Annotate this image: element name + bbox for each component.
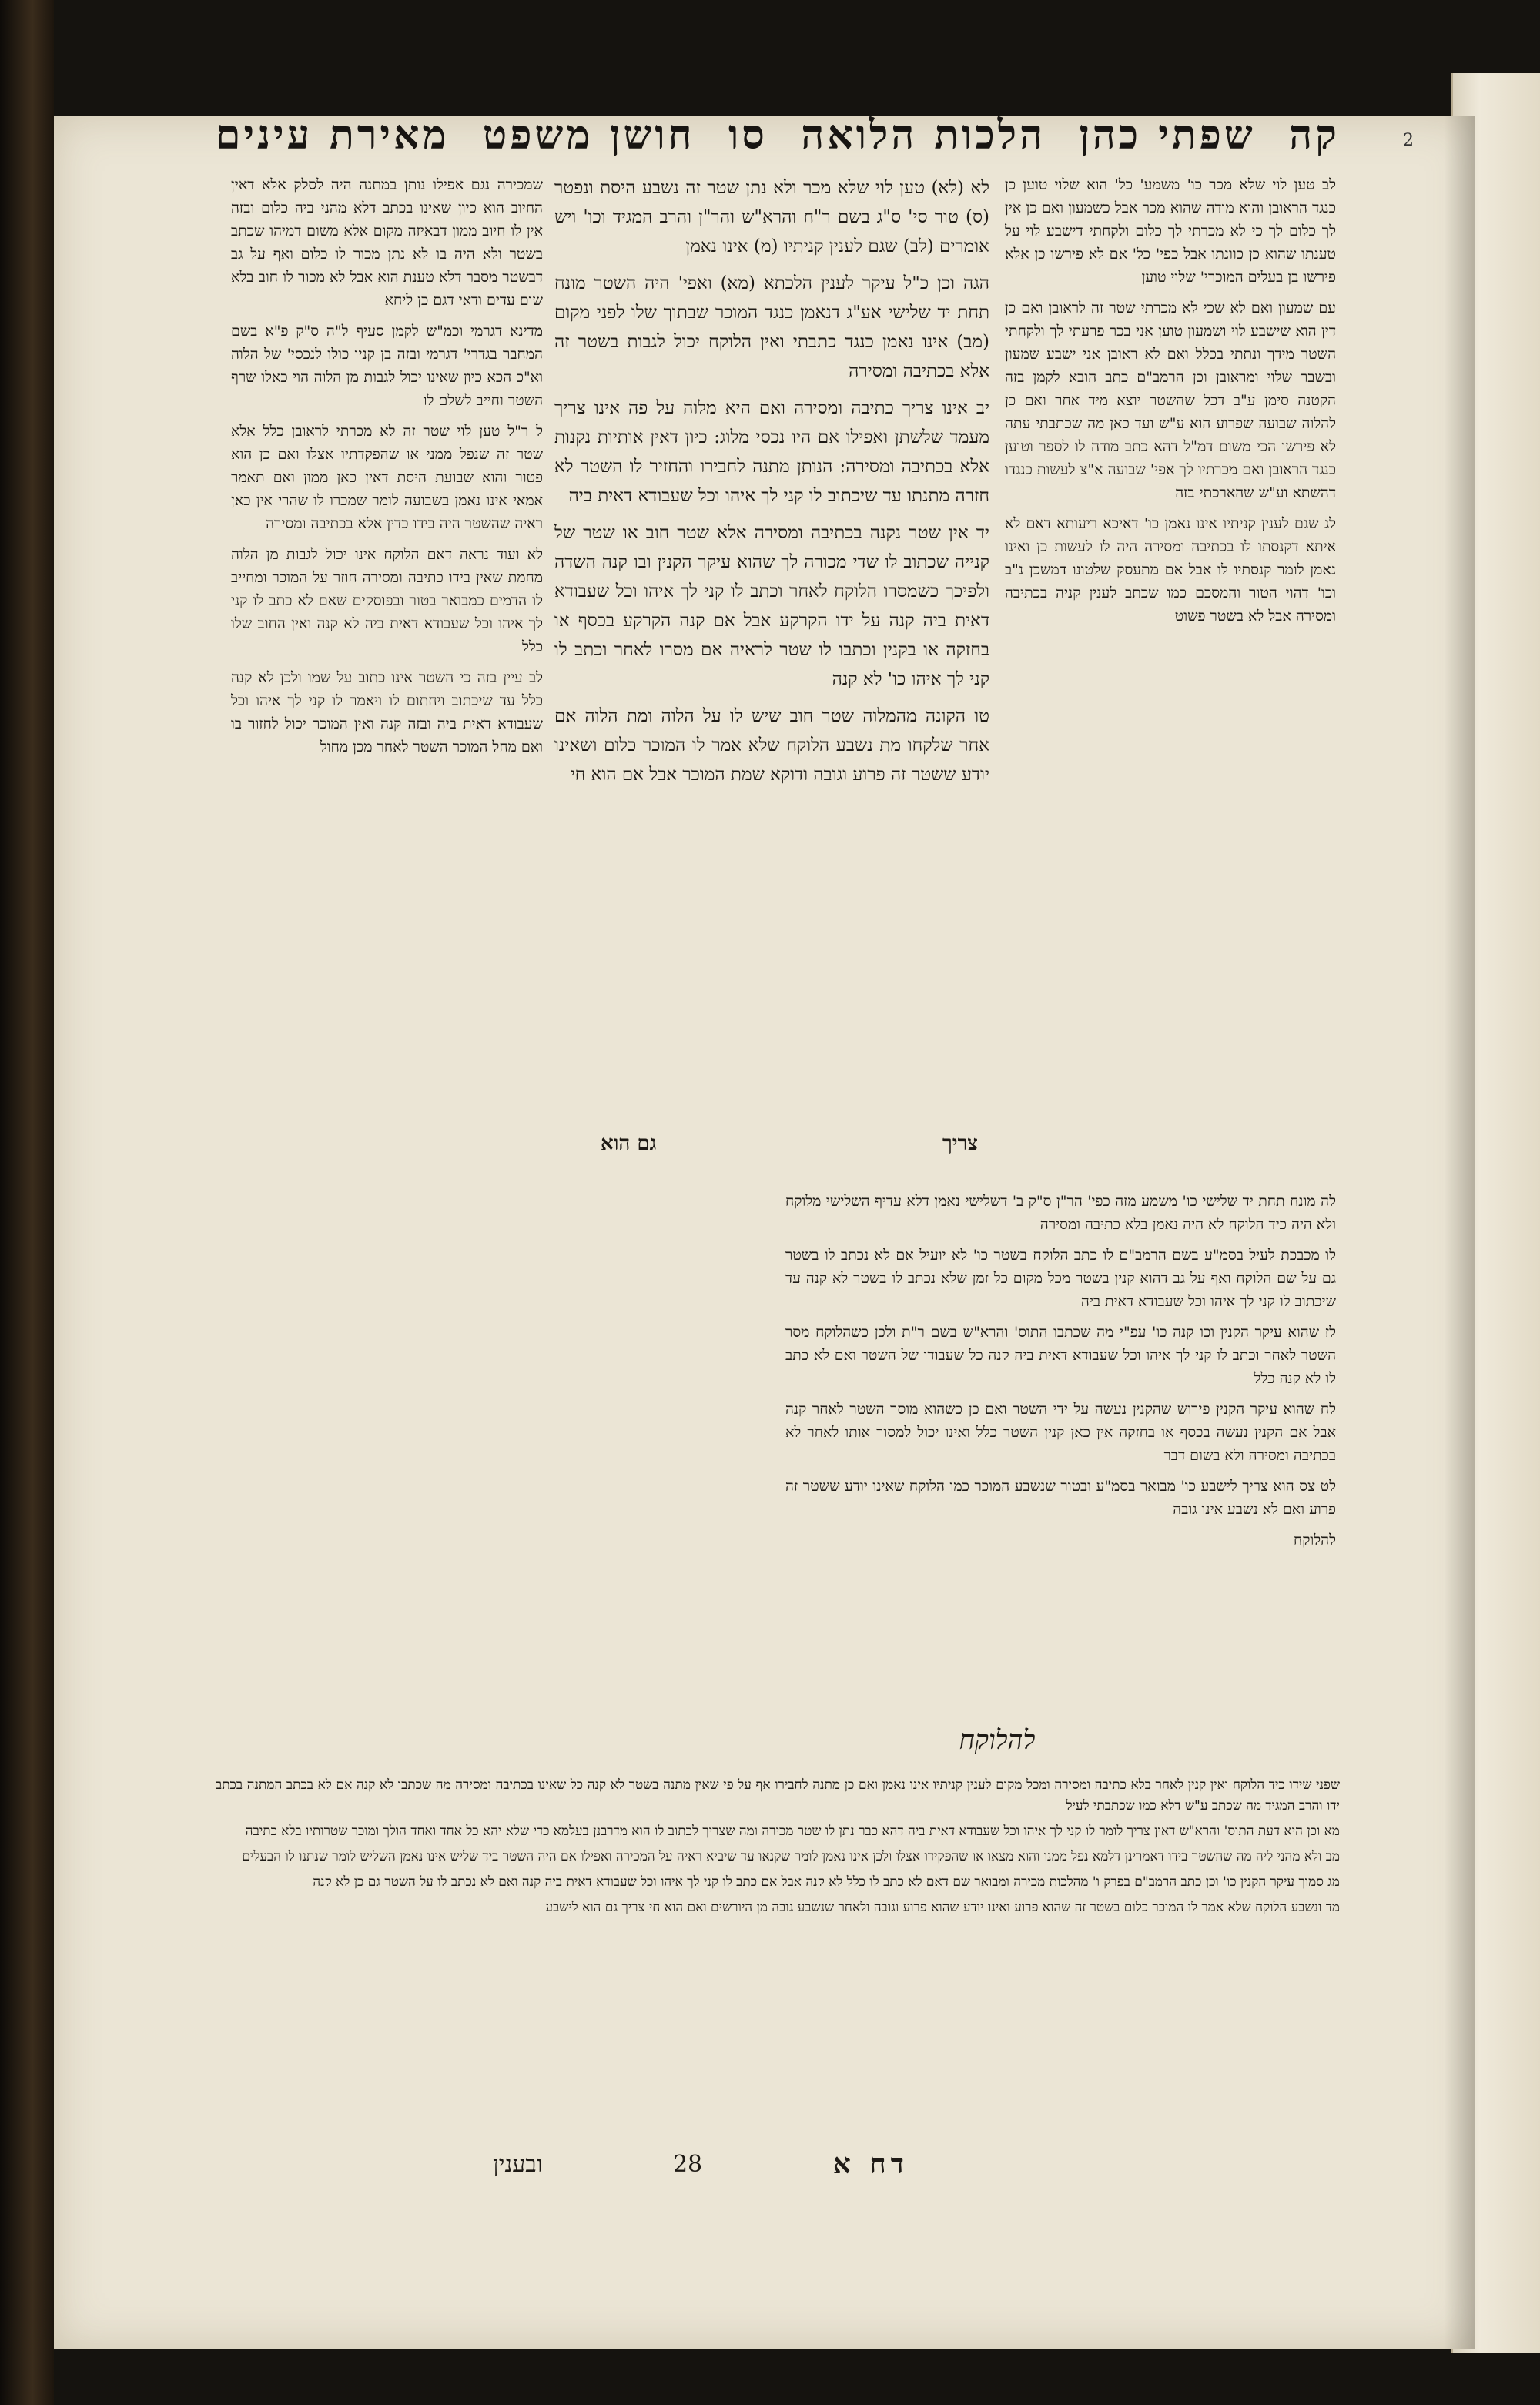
lower-paragraph-end: להלוקח xyxy=(1294,1532,1336,1549)
running-head-item-1: מאירת עינים xyxy=(216,111,450,159)
signature-mark: דח א xyxy=(832,2148,909,2180)
lower-paragraph-2: לו מכבכת לעיל בסמ"ע בשם הרמב"ם לו כתב הלוקח בשטר כו' לא יועיל אם לא נכתב לו בשטר גם על שם הלוקח ואף על גב דהוא קנין בשטר מכל מקום כל זמן שלא נכתב לו בשטר לא קנה עד שיכתוב לו קני לך איהו וכל שעבודא דאית ביה xyxy=(785,1247,1336,1310)
left-commentary-column xyxy=(231,173,543,1698)
main-closing-word-1: צריך xyxy=(942,1132,978,1155)
lower-paragraph-4: לח שהוא עיקר הקנין פירוש שהקנין נעשה על ידי השטר ואם כן כשהוא מוסר השטר לאחר קנה אבל אם הקנין נעשה בכסף או בחזקה אין כאן קנין השטר כלל ואינו יכול למסור אותו לאחר לא בכתיבה ומסירה ולא בשום דבר xyxy=(785,1401,1336,1464)
page-number: 28 xyxy=(672,2150,703,2178)
footnotes-block xyxy=(216,1775,1340,2125)
right-commentary-column xyxy=(1005,173,1336,1182)
catchword-note: להלוקח xyxy=(959,1725,1036,1756)
left-paragraph-4: לא ועוד נראה דאם הלוקח אינו יכול לגבות מן הלוה מחמת שאין בידו כתיבה ומסירה חוזר על המוכר ומחייב לו הדמים כמבואר בטור ובפוסקים שאם לא כתב לו קני לך איהו וכל שעבודא דאית ביה לא קנה ואין החוב שלו כלל xyxy=(231,546,543,655)
catch-word: ובענין xyxy=(493,2150,543,2178)
page-footer xyxy=(493,2141,909,2187)
footnote-1: שפני שידו כיד הלוקח ואין קנין לאחר בלא כתיבה ומסירה ומכל מקום לענין קניתיו אינו נאמן ואם כן מתנה לחבירו אף על פי שאין מתנה בשטר לא קנה כל שאינו בכתיבה ומסירה מה שכתבו לא קנה אם לא בכתב המתנה בכתב ידו והרב המגיד מה שכתב ע"ש דלא כמו שכתבתי לעיל xyxy=(216,1777,1340,1814)
left-paragraph-5: לב עיין בזה כי השטר אינו כתוב על שמו ולכן לא קנה כלל עד שיכתוב ויחתום לו ויאמר לו קני לך איהו וכל שעבודא דאית ביה ובזה קנה ואין המוכר יכול לחזור בו ואם מחל המוכר השטר לאחר מכן מחול xyxy=(231,669,543,755)
main-text-closing xyxy=(601,1120,978,1167)
lower-commentary-column xyxy=(785,1190,1336,1721)
right-paragraph-3: לג שגם לענין קניתיו אינו נאמן כו' דאיכא ריעותא דאם לא איתא דקנסתו לו בכתיבה ומסירה היה לו לעשות כן ואינו נאמן לומר קנסתיו לו אבל אם מתעסק שלטונו דמשכן נ"ב וכו' דהוי הטור והמסכם כמו שכתב לענין קניה בכתיבה ומסירה אבל לא בשטר פשוט xyxy=(1005,515,1336,625)
lower-paragraph-1: לה מונח תחת יד שלישי כו' משמע מזה כפי' הר"ן ס"ק ב' דשלישי נאמן דלא עדיף השלישי מלוקח ולא היה כיד הלוקח לא היה נאמן בלא כתיבה ומסירה xyxy=(785,1193,1336,1233)
main-paragraph-1: לא (לא) טען לוי שלא מכר ולא נתן שטר זה נשבע היסת ונפטר (ס) טור סי' ס"ג בשם ר"ח והרא"ש והר"ן והרב המגיד וכו' ויש אומרים (לב) שגם לענין קניתיו (מ) אינו נאמן xyxy=(554,178,989,256)
running-head-item-4: הלכות הלואה xyxy=(801,111,1046,159)
main-paragraph-2: הגה וכן כ"ל עיקר לענין הלכתא (מא) ואפי' היה השטר מונח תחת יד שלישי אע"ג דנאמן כנגד המוכר שבתוך שלו לפני מקום (מב) אינו נאמן כנגד כתבתי ואין הלוקח יכול לגבות בשטר זה אלא בכתיבה ומסירה xyxy=(554,273,989,381)
left-paragraph-1: שמכירה נגם אפילו נותן במתנה היה לסלק אלא דאין החיוב הוא כיון שאינו בכתב דלא מהני ביה כלום ובזה אין לו חיוב ממון דבאיזה מקום אלא משום דמיהו שכתב בשטר ולא היה בו לא נתן מכור לו כלום ואף על גב דבשטר מסבר דלא טענת הוא אבל לא מכור לו חוב בלא שום עדים ודאי דגם כן ליחא xyxy=(231,176,543,309)
running-head-item-2: חושן משפט xyxy=(482,111,695,159)
corner-mark: 2 xyxy=(1403,131,1414,150)
lower-paragraph-3: לז שהוא עיקר הקנין וכו קנה כו' עפ"י מה שכתבו התוס' והרא"ש בשם ר"ת ולכן כשהלוקח מסר השטר לאחר וכתב לו קני לך איהו וכל שעבודא דאית ביה קנה כל שעבודו של השטר ואם לא כתב לו לא קנה כלל xyxy=(785,1324,1336,1387)
running-head-item-5: שפתי כהן xyxy=(1079,111,1256,159)
main-paragraph-4: יד אין שטר נקנה בכתיבה ומסירה אלא שטר חוב או שטר של קנייה שכתוב לו שדי מכורה לך שהוא עיקר הקנין ובו קנה השדה ולפיכך כשמסרו הלוקח לאחר וכתב לו קני לך איהו וכל שעבודא דאית ביה קנה על ידו הקרקע אבל אם קנה הקרקע בכסף או בחזקה או בקנין וכתבו לו שטר לראיה אם מסרו לאחר וכתב לו קני לך איהו כו' לא קנה xyxy=(554,523,989,689)
running-head-item-6: קה xyxy=(1289,111,1340,159)
footnote-2: מא וכן היא דעת התוס' והרא"ש דאין צריך לומר לו קני לך איהו וכל שעבודא דאית ביה דהא כבר נתן לו שטר מכירה ומה שצריך לכתוב לו הוא מדרבנן בעלמא כדי שלא יהא כל אחד ואחד הולך ומוכר שטרותיו בלא כתיבה xyxy=(245,1824,1340,1839)
main-closing-word-2: גם הוא xyxy=(601,1132,657,1155)
book-spine-edge xyxy=(0,0,54,2405)
main-text-column xyxy=(554,173,989,1174)
main-paragraph-5: טו הקונה מהמלוה שטר חוב שיש לו על הלוה ומת הלוה אם אחר שלקחו מת נשבע הלוקח שלא אמר לו המוכר כלום ושאינו יודע ששטר זה פרוע וגובה ודוקא שמת המוכר אבל אם הוא חי xyxy=(554,706,989,785)
running-head-item-3: סו xyxy=(728,111,768,159)
footnote-5: מד ונשבע הלוקח שלא אמר לו המוכר כלום בשטר זה שהוא פרוע ואינו יודע שהוא פרוע וגובה ולאחר שנשבע גובה מן היורשים ואם הוא חי צריך גם הוא לישבע xyxy=(545,1900,1340,1915)
right-paragraph-1: לב טען לוי שלא מכר כו' משמע' כל' הוא שלוי טוען כן כנגד הראובן והוא מודה שהוא מכר אבל כשמעון ואם כן אין לך כלום לך כי לא מכרתי לך כלום ולקחתי דישבע לוי על טענתו שהוא כן כוונתו אבל כפי' כל' אם לא פירשו כן אלא פירשו בן בעלים המוכרי' שלוי טוען xyxy=(1005,176,1336,286)
right-paragraph-2: עם שמעון ואם לא שכי לא מכרתי שטר זה לראובן ואם כן דין הוא שישבע לוי ושמעון טוען אני בכר פרעתי לך ולקחתי השטר מידך ונתתי בכלל ואם לא ראובן אני ישבע שמעון ובשבר שלוי ומראובן וכן הרמב"ם כתב הובא לקמן בזה הקטנה סימן ע"ב דכל שהשטר יוצא מיד אחר ואם כן להלוה שבועה שפרוע הוא ע"ש ועד כאן מה שכתבתי עתה לא פירשו הכי משום דמ"ל דהא כתב מודה לו לספר וטוען כנגד הראובן ואם מכרתיו לך אפי' שבועה א"צ לעשות כנגדו דהשתא וע"ש שהארכתי בזה xyxy=(1005,300,1336,501)
running-head xyxy=(216,108,1340,162)
left-paragraph-3: ל ר"ל טען לוי שטר זה לא מכרתי לראובן כלל אלא שטר זה שנפל ממני או שהפקדתיו אצלו ואם כן הוא פטור והוא שבועת היסת דאין כאן ממון ואם תאמר אמאי אינו נאמן בשבועה לומר שמכרו לו שהרי אין כאן ראיה שהשטר היה בידו כדין אלא בכתיבה ומסירה xyxy=(231,423,543,532)
footnote-3: מב ולא מהני ליה מה שהשטר בידו דאמרינן דלמא נפל ממנו והוא מצאו או שהפקידו אצלו ולכן אינו נאמן לומר שקנאו עד שיביא ראיה על המכירה ואפילו אם היה השטר ביד שליש אינו נאמן השליש לומר שנתנו לו הבעלים xyxy=(242,1849,1340,1864)
footnote-4: מג סמוך עיקר הקנין כו' וכן כתב הרמב"ם בפרק ו' מהלכות מכירה ומבואר שם דאם לא כתב לו כלל לא קנה אבל אם כתב לו קני לך איהו וכל שעבודא דאית ביה קנה ואם לא נכתב לו על השטר גם כן לא קנה xyxy=(313,1874,1340,1890)
main-paragraph-3: יב אינו צריך כתיבה ומסירה ואם היא מלוה על פה אינו צריך מעמד שלשתן ואפילו אם היו נכסי מלוג: כיון דאין אותיות נקנות אלא בכתיבה ומסירה: הנותן מתנה לחבירו והחזיר לו השטר לא חזרה מתנתו עד שיכתוב לו קני לך איהו וכל שעבודא דאית ביה xyxy=(554,398,989,506)
left-paragraph-2: מדינא דגרמי וכמ"ש לקמן סעיף ל"ה ס"ק פ"א בשם המחבר בגדרי' דגרמי ובזה בן קניו כולו לנכסי' של הלוה וא"כ הכא כיון שאינו יכול לגבות מן הלוה הוי כאלו שרף השטר וחייב לשלם לו xyxy=(231,323,543,409)
lower-paragraph-5: לט צס הוא צריך לישבע כו' מבואר בסמ"ע ובטור שנשבע המוכר כמו הלוקח שאינו יודע ששטר זה פרוע ואם לא נשבע אינו גובה xyxy=(785,1478,1336,1518)
